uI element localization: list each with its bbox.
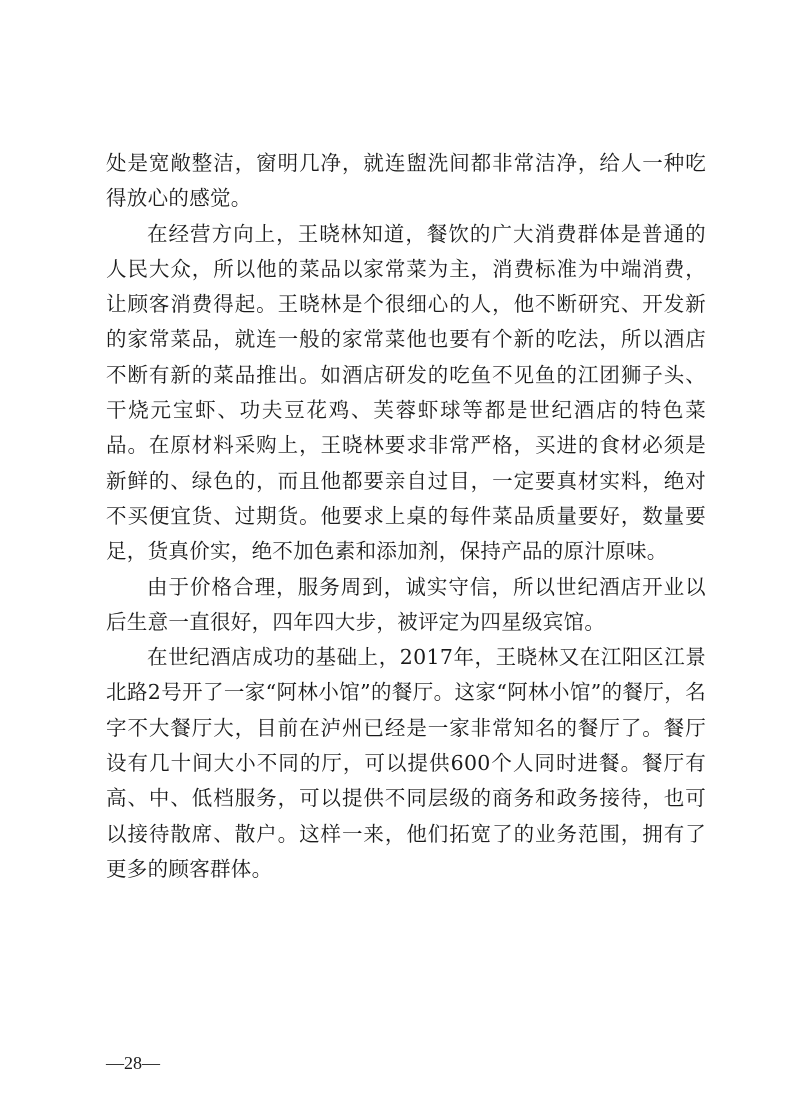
body-text: [106, 146, 706, 887]
paragraph-2: 在经营方向上，王晓林知道，餐饮的广大消费群体是普通的人民大众，所以他的菜品以家常菜为主，消费标准为中端消费，让顾客消费得起。王晓林是个很细心的人，他不断研究、开发新的家常菜品，就连一般的家常菜他也要有个新的吃法，所以酒店不断有新的菜品推出。如酒店研发的吃鱼不见鱼的江团狮子头、干烧元宝虾、功夫豆花鸡、芙蓉虾球等都是世纪酒店的特色菜品。在原材料采购上，王晓林要求非常严格，买进的食材必须是新鲜的、绿色的，而且他都要亲自过目，一定要真材实料，绝对不买便宜货、过期货。他要求上桌的每件菜品质量要好，数量要足，货真价实，绝不加色素和添加剂，保持产品的原汁原味。: [106, 221, 706, 564]
page-number: —28—: [106, 1053, 160, 1073]
paragraph-1: 处是宽敞整洁，窗明几净，就连盥洗间都非常洁净，给人一种吃得放心的感觉。: [106, 151, 706, 211]
paragraph-3: 由于价格合理，服务周到，诚实守信，所以世纪酒店开业以后生意一直很好，四年四大步，被评定为四星级宾馆。: [106, 574, 706, 634]
paragraph-4: 在世纪酒店成功的基础上，2017年，王晓林又在江阳区江景北路2号开了一家“阿林小馆”的餐厅。这家“阿林小馆”的餐厅，名字不大餐厅大，目前在泸州已经是一家非常知名的餐厅了。餐厅设有几十间大小不同的厅，可以提供600个人同时进餐。餐厅有高、中、低档服务，可以提供不同层级的商务和政务接待，也可以接待散席、散户。这样一来，他们拓宽了的业务范围，拥有了更多的顾客群体。: [106, 645, 706, 881]
